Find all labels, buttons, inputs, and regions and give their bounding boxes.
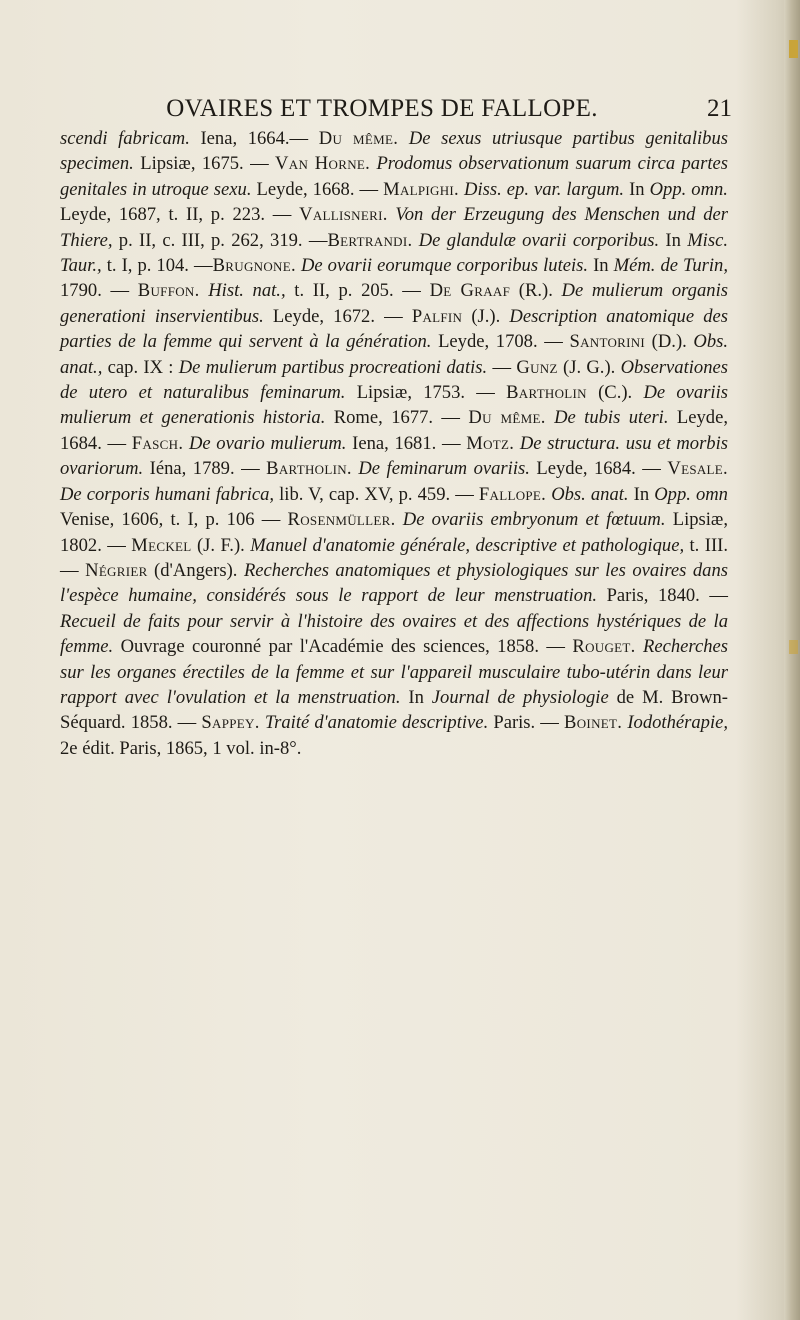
reference-entry: [479, 484, 654, 505]
reference-author: Vesale.: [667, 458, 728, 480]
reference-details: de M. Brown-Séquard. 1858. —: [60, 686, 728, 734]
reference-details: lib. V, cap. XV, p. 459. —: [274, 483, 479, 505]
reference-title: Opp. omn: [654, 483, 728, 505]
reference-details: t. I, p. 104. —: [101, 255, 213, 277]
reference-title: De sexus utriusque partibus genitalibus specimen.: [60, 128, 729, 175]
reference-author: Gunz: [516, 356, 558, 378]
reference-author: Sappey.: [201, 712, 260, 734]
running-title: OVAIRES ET TROMPES DE FALLOPE.: [166, 95, 598, 122]
reference-author: Fallope.: [478, 483, 547, 505]
reference-details: In: [624, 178, 650, 200]
reference-title: De feminarum ovariis.: [358, 458, 530, 480]
reference-details: Lipsiæ, 1753. —: [345, 382, 507, 404]
reference-author: Meckel: [131, 534, 192, 556]
running-header: [92, 92, 732, 126]
reference-author: Bartholin: [506, 382, 587, 404]
reference-details: (J. G.).: [557, 356, 621, 378]
reference-details: p. II, c. III, p. 262, 319. —: [112, 229, 328, 251]
reference-entry: [131, 535, 250, 556]
reference-title: Misc. Taur.,: [60, 229, 728, 277]
reference-details: Iéna, 1789. —: [143, 458, 267, 480]
reference-title: Recueil de faits pour servir à l'histoire des ovaires et des affections hystériques de la femme.: [60, 610, 728, 658]
reference-entry: [383, 179, 649, 200]
reference-author: Palfin: [411, 305, 463, 327]
reference-title: De structura. usu et morbis ovariorum.: [60, 432, 729, 480]
reference-details: In: [588, 255, 614, 277]
reference-author: Boinet.: [564, 712, 623, 734]
reference-details: In: [628, 483, 655, 505]
reference-author: Van Horne.: [275, 153, 371, 175]
reference-details: Lipsiæ, 1802. —: [60, 509, 728, 556]
reference-details: Paris, 1840. —: [597, 585, 728, 607]
reference-entry: [327, 230, 687, 251]
reference-details: Ouvrage couronné par l'Académie des sciences, 1858. —: [113, 636, 573, 658]
reference-title: De tubis uteri.: [554, 407, 669, 429]
reference-details: Leyde, 1668. —: [251, 178, 384, 200]
reference-author: De Graaf: [429, 280, 511, 302]
reference-author: Négrier: [85, 559, 148, 581]
reference-author: Malpighi.: [383, 178, 459, 200]
reference-title: Diss. ep. var. largum.: [464, 178, 625, 200]
page-number: 21: [707, 95, 732, 122]
edge-tab-mark: [789, 640, 798, 654]
reference-details: In: [659, 229, 688, 251]
reference-title: Prodomus observationum suarum circa partes genitales in utroque sexu.: [60, 153, 728, 200]
reference-details: (J. F.).: [191, 534, 251, 556]
bibliography-text: [60, 126, 728, 761]
reference-author: Du même.: [318, 128, 399, 149]
reference-title: De corporis humani fabrica,: [60, 483, 275, 505]
reference-title: Hist. nat.,: [208, 280, 286, 302]
reference-title: Journal de physiologie: [431, 686, 609, 708]
reference-title: Description anatomique des parties de la femme qui servent à la génération.: [60, 305, 728, 353]
reference-entry: [85, 560, 244, 581]
reference-author: Vallisneri.: [299, 204, 388, 226]
reference-title: De ovario mulierum.: [188, 432, 347, 454]
reference-author: Rosenmüller.: [287, 509, 396, 531]
reference-details: Rome, 1677. —: [325, 407, 469, 429]
reference-author: Motz.: [466, 432, 515, 454]
reference-title: Recherches anatomiques et physiologiques sur les ovaires dans l'espèce humaine, considérés sous le rapport de leur menstruation.: [60, 559, 728, 607]
reference-title: Observationes de utero et naturalibus feminarum.: [60, 356, 728, 404]
page-edge: [784, 0, 800, 1320]
reference-details: 1790. —: [60, 280, 138, 302]
reference-entry: [213, 255, 614, 276]
reference-title: De mulierum organis generationi inservientibus.: [60, 280, 728, 327]
reference-details: (C.).: [586, 382, 644, 404]
reference-author: Santorini: [569, 331, 646, 353]
reference-title: Manuel d'anatomie générale, descriptive et pathologique,: [250, 534, 685, 556]
reference-details: Venise, 1606, t. I, p. 106 —: [60, 509, 288, 531]
reference-details: (d'Angers).: [147, 559, 244, 581]
reference-title: De glandulæ ovarii corporibus.: [418, 229, 660, 251]
reference-title: De ovariis mulierum et generationis historia.: [60, 382, 729, 429]
reference-author: Brugnone.: [212, 255, 296, 277]
reference-title: Iodothérapie,: [627, 712, 729, 734]
reference-author: Du même.: [468, 407, 546, 429]
reference-details: Leyde, 1684. —: [529, 458, 668, 480]
reference-details: (J.).: [462, 305, 510, 327]
reference-title: Recherches sur les organes érectiles de la femme et sur l'appareil musculaire tubo-utérin dans leur rapport avec l'ovulation et la menstruation.: [60, 636, 728, 708]
reference-details: Iena, 1681. —: [346, 432, 467, 454]
reference-entry: [569, 331, 693, 352]
reference-details: (R.).: [510, 280, 562, 302]
reference-author: Bertrandi.: [327, 229, 413, 251]
reference-entry: [201, 712, 564, 733]
reference-author: Rouget.: [572, 636, 636, 658]
reference-details: (D.).: [645, 331, 694, 353]
reference-details: t. II, p. 205. —: [285, 280, 430, 302]
reference-title: Von der Erzeugung des Menschen und der Thiere,: [60, 204, 728, 251]
reference-title: De mulierum partibus procreationi datis.: [178, 356, 488, 378]
reference-title: De ovarii eorumque corporibus luteis.: [300, 255, 589, 277]
reference-entry: [179, 357, 517, 378]
reference-entry: [516, 357, 620, 378]
reference-author: Buffon.: [137, 280, 200, 302]
reference-details: Iena, 1664.—: [189, 128, 319, 149]
reference-author: Fasch.: [131, 432, 184, 454]
reference-details: Leyde, 1687, t. II, p. 223. —: [60, 204, 300, 226]
reference-title: De ovariis embryonum et fœtuum.: [402, 509, 666, 531]
reference-details: Leyde, 1684. —: [60, 407, 729, 454]
reference-title: Traité d'anatomie descriptive.: [264, 712, 489, 734]
reference-entry: [506, 382, 643, 403]
reference-details: Leyde, 1672. —: [263, 305, 412, 327]
reference-title: Obs. anat.,: [60, 331, 729, 378]
reference-details: t. III. —: [60, 534, 728, 581]
reference-details: —: [487, 356, 517, 378]
reference-details: 2e édit. Paris, 1865, 1 vol. in-8°.: [60, 737, 302, 759]
reference-entry: [132, 433, 466, 454]
reference-title: scendi fabricam.: [60, 128, 190, 149]
reference-entry: [266, 458, 667, 479]
reference-entry: [412, 306, 510, 327]
reference-details: Leyde, 1708. —: [431, 331, 570, 353]
reference-author: Bartholin.: [266, 458, 352, 480]
reference-title: Mém. de Turin,: [613, 255, 728, 277]
reference-details: Lipsiæ, 1675. —: [133, 153, 276, 175]
reference-title: Opp. omn.: [649, 178, 728, 200]
reference-entry: [138, 280, 430, 301]
reference-details: Paris. —: [488, 712, 565, 734]
reference-details: In: [400, 686, 432, 708]
reference-entry: [60, 128, 319, 149]
reference-entry: [430, 280, 562, 301]
reference-title: Obs. anat.: [551, 483, 629, 505]
reference-details: cap. IX :: [102, 356, 179, 378]
edge-tab-mark: [789, 40, 798, 58]
